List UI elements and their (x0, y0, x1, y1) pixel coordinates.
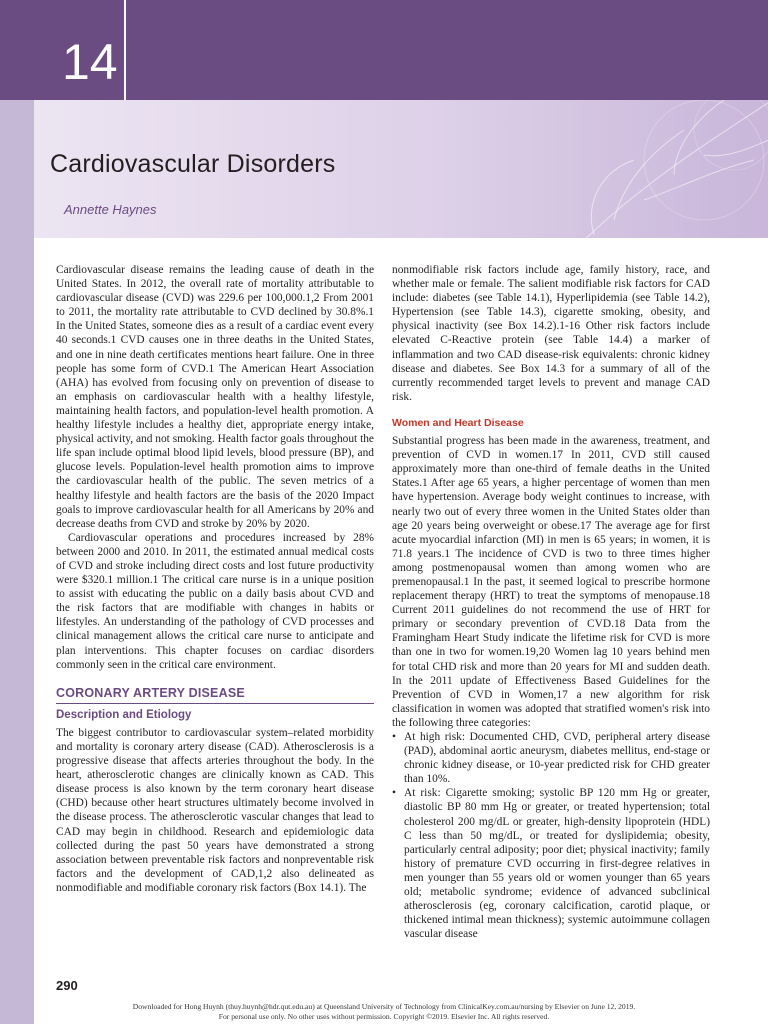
list-item (392, 730, 710, 786)
chapter-title: Cardiovascular Disorders (50, 150, 336, 178)
paragraph: Cardiovascular disease remains the leading cause of death in the United States. In 2012, the overall rate of mortality attributable to cardiovascular disease (CVD) was 229.6 per 100,000.1,2 From 2001 to 2011, the mortality rate attributable to CVD declined by 30.8%.1 In the United States, someone dies as a result of a cardiac event every 40 seconds.1 CVD causes one in three deaths in the United States, and one in nine death certificates mentions heart failure. One in three people has some form of CVD.1 The American Heart Association (AHA) has evolved from focusing only on prevention of disease to an emphasis on cardiovascular health with a healthy lifestyle, maintaining health factors, and population-level health promotion. A healthy lifestyle includes a healthy diet, appropriate energy intake, physical activity, and not smoking. Health factor goals throughout the life span include optimal blood lipid levels, blood pressure (BP), and glucose levels. Population-level health promotion aims to improve the cardiovascular health of the public. The seven metrics of a healthy lifestyle and health factors are the basis of the 2020 Impact goals to improve cardiovascular health for all Americans by 20% and decrease deaths from CVD and stroke by 20% by 2020. (56, 264, 374, 530)
paragraph: nonmodifiable risk factors include age, family history, race, and whether male or female. The salient modifiable risk factors for CAD include: diabetes (see Table 14.1), Hyperlipidemia (see Table 14.2), Hypertension (see Table 14.3), cigarette smoking, obesity, and physical inactivity (see Box 14.2).1-16 Other risk factors include elevated C-Reactive protein (see Table 14.4) a marker of inflammation and two CAD disease-risk equivalents: chronic kidney disease and diabetes. See Box 14.3 for a summary of all of the currently recommended target levels to prevent and manage CAD risk. (392, 264, 710, 403)
chapter-author: Annette Haynes (64, 202, 157, 217)
page-number: 290 (56, 978, 78, 993)
section-heading: CORONARY ARTERY DISEASE (56, 686, 374, 704)
paragraph: Substantial progress has been made in the awareness, treatment, and prevention of CVD in women.17 In 2011, CVD still caused approximately more than one-third of female deaths in the United States.1 After age 65 years, a higher percentage of women than men have hypertension. Average body weight continues to increase, with nearly two out of every three women in the United States older than age 20 years being overweight or obese.17 The average age for first acute myocardial infarction (MI) in men is 65 years; in women, it is 71.8 years.1 The incidence of CVD is two to three times higher among postmenopausal women than among women who are premenopausal.1 In the past, it seemed logical to prescribe hormone replacement therapy (HRT) to treat the symptoms of menopause.18 Current 2011 guidelines do not recommend the use of HRT for primary or secondary prevention of CVD.18 Data from the Framingham Heart Study indicate the lifetime risk for CVD is more than one in two for women.19,20 Women lag 10 years behind men for total CHD risk and more than 20 years for MI and sudden death. In the 2011 update of Effectiveness Based Guidelines for the Prevention of CVD in Women,17 a new algorithm for risk classification in women was adopted that stratified women's risk into the following three categories: (392, 435, 710, 729)
subsection-heading: Women and Heart Disease (392, 416, 524, 429)
right-column (392, 263, 710, 941)
chapter-number-box (0, 0, 126, 100)
left-column (56, 263, 374, 895)
bullet-icon: • (392, 787, 396, 800)
bullet-icon: • (392, 731, 396, 743)
leaf-skeleton-decoration (554, 100, 768, 238)
list-item-text: At risk: Cigarette smoking; systolic BP 120 mm Hg or greater, diastolic BP 80 mm Hg or greater, or treated hypertension; total cholesterol 200 mg/dL or greater, high-density lipoprotein (HDL) C less than 50 mg/dL, or treated for dyslipidemia; obesity, particularly central adiposity; poor diet; physical inactivity; family history of premature CVD occurring in first-degree relatives in men younger than 55 years old or women younger than 65 years old; metabolic syndrome; evidence of advanced subclinical atherosclerosis (eg, coronary calcification, carotid plaque, or thickened intimal mean thickness); systemic autoimmune collagen vascular disease (404, 787, 710, 941)
list-item (392, 786, 710, 941)
chapter-header-bar (0, 0, 768, 100)
side-accent-bar (0, 100, 34, 1024)
footer-line: Downloaded for Hong Huynh (thuy.huynh@hdr.qut.edu.au) at Queensland University of Technology from ClinicalKey.com.au/nursing by Elsevier on June 12, 2019. (132, 1002, 636, 1011)
paragraph: Cardiovascular operations and procedures increased by 28% between 2000 and 2010. In 2011, the estimated annual medical costs of CVD and stroke including direct costs and lost future productivity were $320.1 million.1 The critical care nurse is in a unique position to assist with educating the public on a daily basis about CVD and the risk factors that are modifiable with changes in habits or lifestyles. An understanding of the pathology of CVD processes and clinical management allows the critical care nurse to anticipate and plan interventions. This chapter focuses on cardiac disorders commonly seen in the critical care environment. (56, 531, 374, 671)
footer (0, 1002, 768, 1022)
chapter-number: 14 (62, 34, 118, 90)
subsection-heading: Description and Etiology (56, 708, 192, 721)
footer-line: For personal use only. No other uses without permission. Copyright ©2019. Elsevier Inc. All rights reserved. (218, 1012, 550, 1021)
list-item-text: At high risk: Documented CHD, CVD, peripheral artery disease (PAD), abdominal aortic aneurysm, diabetes mellitus, end-stage or chronic kidney disease, or 10-year predicted risk for CHD greater than 10%. (404, 731, 710, 786)
paragraph: The biggest contributor to cardiovascular system–related morbidity and mortality is coronary artery disease (CAD). Atherosclerosis is a progressive disease that affects arteries throughout the body. In the heart, atherosclerotic changes are clinically known as CAD. This disease process is also known by the term coronary heart disease (CHD) because other heart structures ultimately become involved in the disease process. The atherosclerotic vascular changes that lead to CAD may begin in childhood. Research and epidemiologic data collected during the past 50 years have demonstrated a strong association between preventable risk factors and nonpreventable risk factors and the development of CAD,1,2 also delineated as nonmodifiable and modifiable coronary risk factors (Box 14.1). The (56, 726, 374, 894)
